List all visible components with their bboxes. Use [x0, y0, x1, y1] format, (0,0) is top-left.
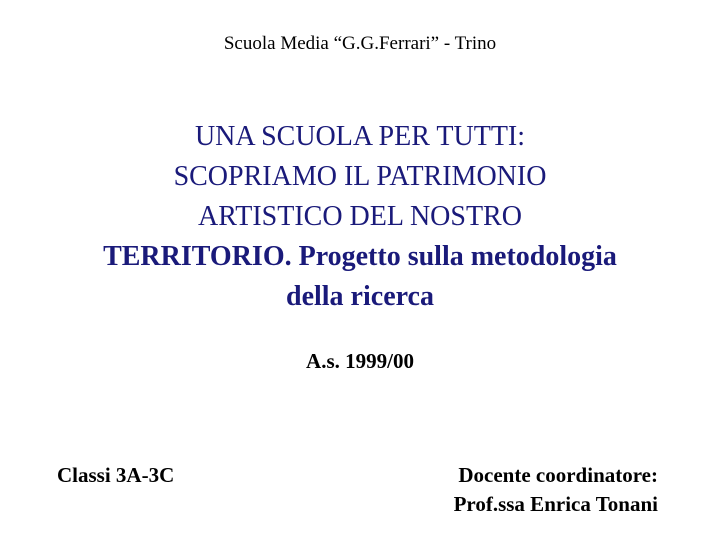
- classes-label: Classi 3A-3C: [57, 463, 175, 487]
- school-year: A.s. 1999/00: [306, 349, 414, 373]
- title-line-4: TERRITORIO. Progetto sulla metodologia: [103, 241, 617, 272]
- title-line-3: ARTISTICO DEL NOSTRO: [198, 201, 522, 232]
- slide-title: [30, 117, 690, 317]
- coordinator-name: Prof.ssa Enrica Tonani: [453, 492, 658, 516]
- coordinator-label: Docente coordinatore:: [458, 463, 658, 487]
- title-line-2: SCOPRIAMO IL PATRIMONIO: [173, 161, 547, 192]
- school-name: Scuola Media “G.G.Ferrari” - Trino: [223, 33, 497, 54]
- title-line-1: UNA SCUOLA PER TUTTI:: [194, 121, 526, 152]
- coordinator-block: [454, 461, 658, 519]
- title-line-5: della ricerca: [286, 281, 434, 312]
